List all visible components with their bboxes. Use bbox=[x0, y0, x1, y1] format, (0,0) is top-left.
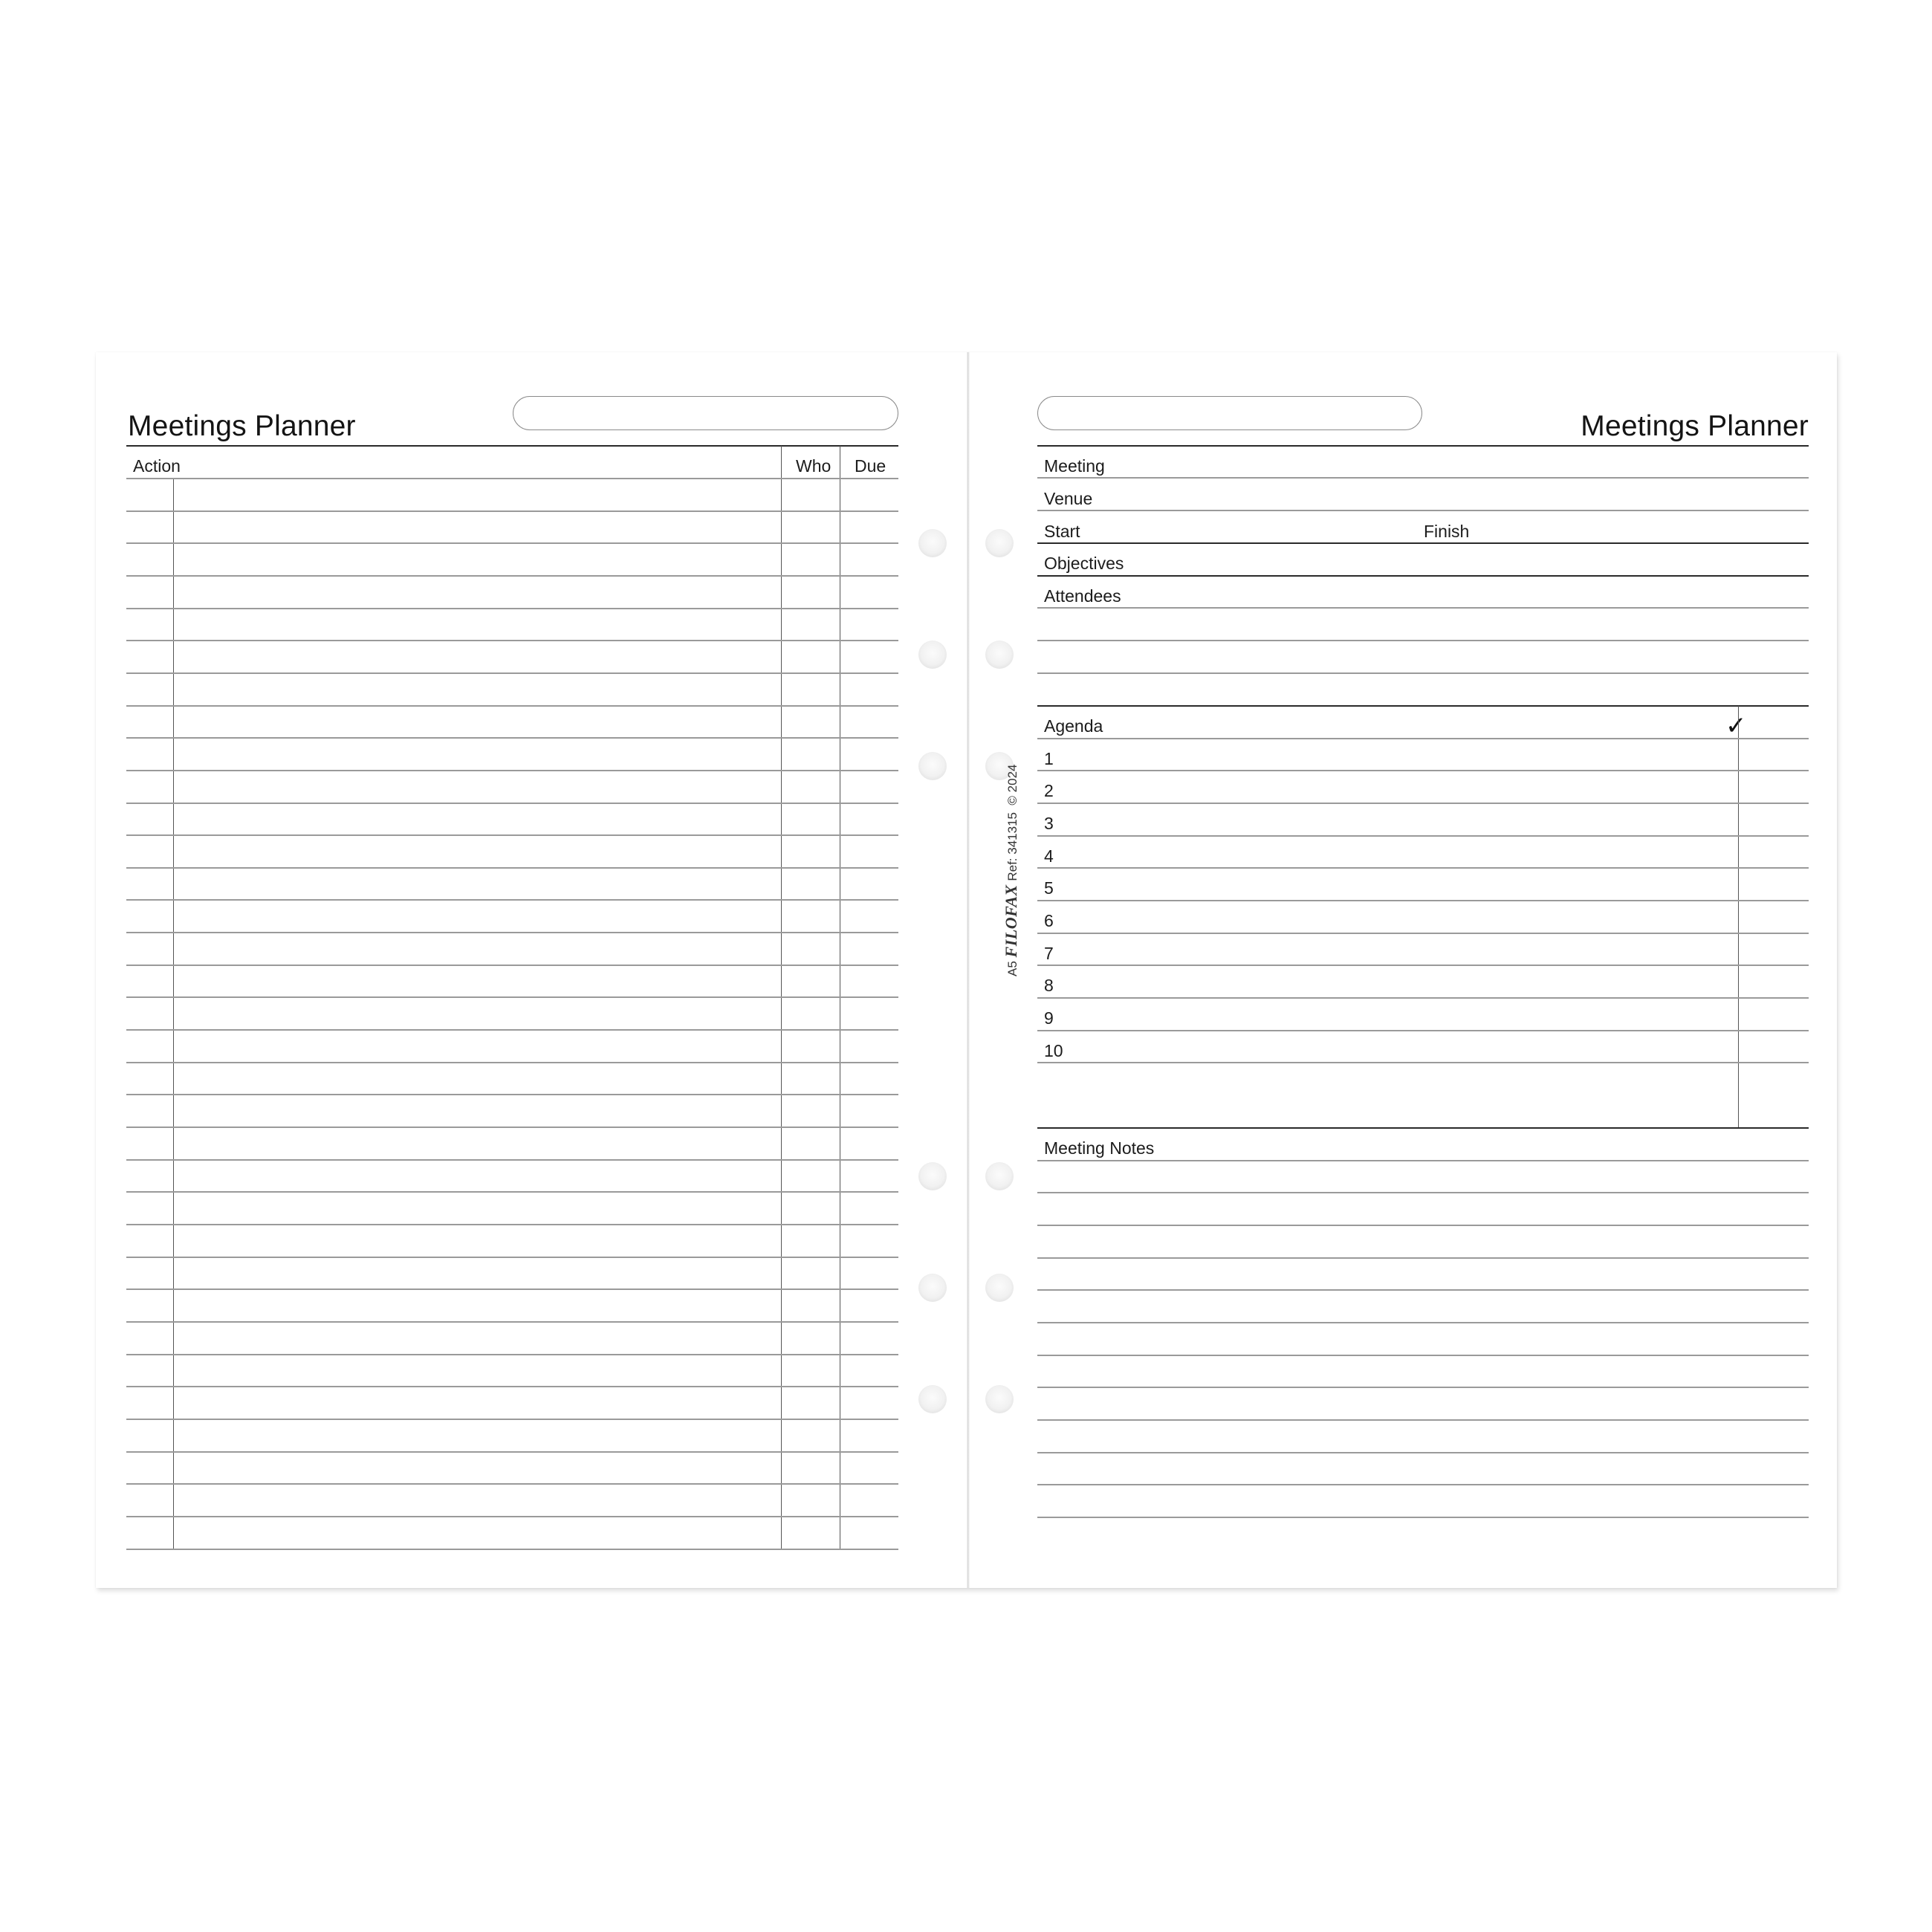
meeting-notes-label: Meeting Notes bbox=[1044, 1138, 1155, 1158]
checkmark-icon: ✓ bbox=[1725, 711, 1747, 741]
planner-sheet bbox=[96, 352, 1837, 1588]
action-row-line[interactable] bbox=[126, 1549, 898, 1550]
agenda-check-column-divider bbox=[1738, 706, 1739, 1127]
agenda-row-line[interactable] bbox=[1037, 803, 1809, 804]
agenda-item-number: 1 bbox=[1044, 748, 1054, 768]
binder-hole bbox=[918, 529, 947, 557]
action-row-line[interactable] bbox=[126, 932, 898, 933]
action-row-line[interactable] bbox=[126, 1062, 898, 1063]
action-row-line[interactable] bbox=[126, 1321, 898, 1323]
action-row-line[interactable] bbox=[126, 803, 898, 804]
agenda-item-number: 7 bbox=[1044, 943, 1054, 963]
notes-line[interactable] bbox=[1037, 1225, 1809, 1226]
left-page-title: Meetings Planner bbox=[128, 410, 356, 442]
action-row-line[interactable] bbox=[126, 608, 898, 609]
binder-hole bbox=[918, 752, 947, 780]
action-row-line[interactable] bbox=[126, 899, 898, 901]
binder-hole bbox=[985, 641, 1014, 669]
meeting-field-line[interactable] bbox=[1037, 477, 1809, 479]
action-row-line[interactable] bbox=[126, 575, 898, 577]
action-row-line[interactable] bbox=[126, 1029, 898, 1031]
action-table-top-rule bbox=[126, 445, 898, 447]
imprint-copyright: © 2024 bbox=[1005, 764, 1020, 805]
action-row-line[interactable] bbox=[126, 1257, 898, 1258]
agenda-item-number: 6 bbox=[1044, 910, 1054, 930]
action-row-line[interactable] bbox=[126, 1224, 898, 1225]
action-row-line[interactable] bbox=[126, 1159, 898, 1161]
notes-line[interactable] bbox=[1037, 1484, 1809, 1485]
action-row-line[interactable] bbox=[126, 1127, 898, 1128]
action-row-line[interactable] bbox=[126, 1419, 898, 1420]
agenda-row-line[interactable] bbox=[1037, 867, 1809, 869]
action-row-line[interactable] bbox=[126, 965, 898, 966]
agenda-row-line[interactable] bbox=[1037, 965, 1809, 966]
time-field-line[interactable] bbox=[1037, 542, 1809, 544]
action-row-line[interactable] bbox=[126, 510, 898, 512]
agenda-row-line[interactable] bbox=[1037, 1062, 1809, 1063]
who-column-header: Who bbox=[796, 456, 832, 476]
attendees-line[interactable] bbox=[1037, 672, 1809, 674]
notes-line[interactable] bbox=[1037, 1452, 1809, 1453]
action-row-line[interactable] bbox=[126, 1483, 898, 1485]
action-row-line[interactable] bbox=[126, 640, 898, 641]
due-column-header: Due bbox=[855, 456, 886, 476]
notes-line[interactable] bbox=[1037, 1355, 1809, 1356]
checkbox-column-divider bbox=[173, 478, 174, 1549]
action-row-line[interactable] bbox=[126, 996, 898, 998]
right-page-name-field[interactable] bbox=[1037, 396, 1422, 430]
action-row-line[interactable] bbox=[126, 705, 898, 707]
filofax-logo: FILOFAX bbox=[1002, 884, 1020, 958]
agenda-item-number: 4 bbox=[1044, 846, 1054, 866]
binder-hole bbox=[918, 1162, 947, 1190]
attendees-label: Attendees bbox=[1044, 586, 1121, 606]
right-page-title: Meetings Planner bbox=[1581, 410, 1809, 442]
notes-top-rule bbox=[1037, 1127, 1809, 1129]
details-top-rule bbox=[1037, 445, 1809, 447]
venue-label: Venue bbox=[1044, 489, 1093, 508]
notes-line[interactable] bbox=[1037, 1289, 1809, 1291]
notes-line[interactable] bbox=[1037, 1160, 1809, 1161]
finish-label: Finish bbox=[1424, 522, 1470, 541]
agenda-row-line[interactable] bbox=[1037, 835, 1809, 837]
action-row-line[interactable] bbox=[126, 1516, 898, 1517]
notes-line[interactable] bbox=[1037, 1322, 1809, 1323]
action-column-header: Action bbox=[133, 456, 181, 476]
agenda-row-line[interactable] bbox=[1037, 933, 1809, 934]
notes-line[interactable] bbox=[1037, 1257, 1809, 1259]
action-row-line[interactable] bbox=[126, 542, 898, 544]
notes-line[interactable] bbox=[1037, 1419, 1809, 1421]
binder-hole bbox=[985, 1385, 1014, 1413]
action-row-line[interactable] bbox=[126, 1094, 898, 1095]
agenda-item-number: 2 bbox=[1044, 781, 1054, 801]
agenda-top-rule bbox=[1037, 705, 1809, 707]
action-row-line[interactable] bbox=[126, 737, 898, 739]
objectives-field-line[interactable] bbox=[1037, 575, 1809, 577]
binder-hole bbox=[985, 1162, 1014, 1190]
agenda-label: Agenda bbox=[1044, 716, 1103, 736]
left-page-name-field[interactable] bbox=[513, 396, 898, 430]
action-row-line[interactable] bbox=[126, 834, 898, 836]
action-row-line bbox=[126, 478, 898, 479]
agenda-item-number: 9 bbox=[1044, 1008, 1054, 1028]
notes-line[interactable] bbox=[1037, 1192, 1809, 1193]
agenda-item-number: 5 bbox=[1044, 878, 1054, 898]
attendees-line[interactable] bbox=[1037, 640, 1809, 641]
action-row-line[interactable] bbox=[126, 1288, 898, 1290]
binder-hole bbox=[985, 529, 1014, 557]
agenda-item-number: 10 bbox=[1044, 1040, 1063, 1060]
binder-hole bbox=[985, 1274, 1014, 1302]
start-label: Start bbox=[1044, 522, 1080, 541]
notes-line[interactable] bbox=[1037, 1517, 1809, 1518]
imprint-size: A5 bbox=[1005, 961, 1020, 976]
meeting-label: Meeting bbox=[1044, 456, 1105, 476]
imprint-ref: Ref: 341315 bbox=[1005, 812, 1020, 881]
attendees-line[interactable] bbox=[1037, 607, 1809, 609]
action-row-line[interactable] bbox=[126, 1451, 898, 1453]
agenda-item-number: 8 bbox=[1044, 976, 1054, 996]
agenda-row-line[interactable] bbox=[1037, 1030, 1809, 1031]
action-row-line[interactable] bbox=[126, 867, 898, 869]
imprint-text bbox=[1003, 764, 1020, 976]
binder-hole bbox=[918, 1274, 947, 1302]
action-row-line[interactable] bbox=[126, 1354, 898, 1355]
agenda-item-number: 3 bbox=[1044, 814, 1054, 833]
agenda-row-line[interactable] bbox=[1037, 900, 1809, 901]
agenda-row-line[interactable] bbox=[1037, 738, 1809, 739]
action-row-line[interactable] bbox=[126, 672, 898, 674]
action-row-line[interactable] bbox=[126, 770, 898, 771]
binder-hole bbox=[918, 641, 947, 669]
action-row-line[interactable] bbox=[126, 1191, 898, 1193]
agenda-row-line[interactable] bbox=[1037, 770, 1809, 771]
action-row-line[interactable] bbox=[126, 1386, 898, 1387]
agenda-row-line[interactable] bbox=[1037, 997, 1809, 999]
notes-line[interactable] bbox=[1037, 1387, 1809, 1388]
binder-hole bbox=[918, 1385, 947, 1413]
page-gutter bbox=[967, 352, 970, 1588]
venue-field-line[interactable] bbox=[1037, 510, 1809, 511]
objectives-label: Objectives bbox=[1044, 554, 1124, 573]
